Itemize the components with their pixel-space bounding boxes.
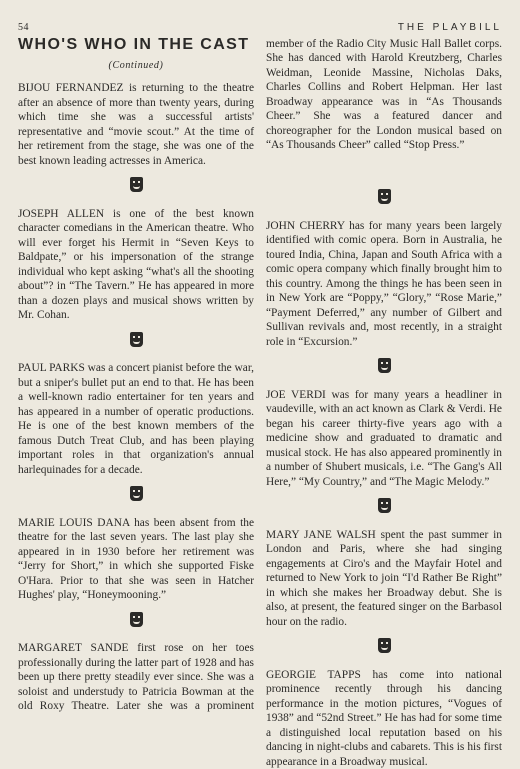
- bio-paragraph: BIJOU FERNANDEZ is returning to the theatre after an absence of more than twenty years, during which time she was a successful artists' representative and “movie scout.” At the time of her retirement from the stage, she was one of the best known leading actresses in America.: [18, 81, 254, 168]
- bio-paragraph: JOHN CHERRY has for many years been largely identified with comic opera. Born in Australia, he toured India, China, Japan and South Africa with a comic opera company which finally brought him to this country. Among the things he has been seen in in New York are “Poppy,” “Glory,” “Rose Marie,” “Payment Deferred,” any number of Gilbert and Sullivan revivals and, most recently, in a straight role in “Excursion.”: [266, 219, 502, 350]
- bio-paragraph: MARY JANE WALSH spent the past summer in London and Paris, where she had singing engagements at Ciro's and the Mayfair Hotel and returned to New York to join “I'd Rather Be Right” in which she makes her Broadway debut. She is also, at present, the featured singer on the Barbasol hour on the radio.: [266, 528, 502, 630]
- article-title: WHO'S WHO IN THE CAST: [18, 38, 254, 53]
- bio-paragraph: MARIE LOUIS DANA has been absent from the theatre for the last seven years. The last play she appeared in in 1930 before her retirement was “Jerry for Short,” in which she supported Fiske O'Hara. Prior to that she was seen in Hatcher Hughes' play, “Honeymooning.”: [18, 516, 254, 603]
- theatre-mask-icon: [130, 612, 143, 627]
- bio-paragraph: MARGARET SANDE first rose on her toes professionally during the latter part of 1928 and has been up there pretty steadily ever since. She was a soloist and understudy to Patricia Bowman at the old Roxy Theatre. Later she was a prominent: [18, 641, 254, 713]
- article-subtitle: (Continued): [18, 59, 254, 74]
- right-column: [266, 36, 502, 769]
- theatre-mask-icon: [378, 638, 391, 653]
- running-head: THE PLAYBILL: [398, 22, 502, 33]
- page-number: 54: [18, 22, 29, 33]
- theatre-mask-icon: [130, 486, 143, 501]
- bio-paragraph: JOSEPH ALLEN is one of the best known character comedians in the American theatre. Who will ever forget his Hermit in “Seven Keys to Baldpate,” or his impersonation of the strange individual who kept asking “what's all the shooting about”? in “The Tavern.” He has appeared in more than a dozen plays and musical shows written by Mr. Cohan.: [18, 207, 254, 323]
- theatre-mask-icon: [378, 498, 391, 513]
- theatre-mask-icon: [130, 177, 143, 192]
- left-column: [18, 36, 254, 713]
- bio-paragraph: GEORGIE TAPPS has come into national prominence recently through his dancing performance in the motion pictures, “Vogues of 1938” and “52nd Street.” He has had for some time a distinguished local reputation based on his dancing in night-clubs and cabarets. This is his first appearance in a Broadway musical.: [266, 668, 502, 769]
- bio-paragraph: JOE VERDI was for many years a headliner in vaudeville, with an act known as Clark & Verdi. He began his career thirty-five years ago with a medicine show and graduated to dramatic and musical stock. He has also appeared prominently in a number of Shubert musicals, i.e. “The Gang's All Here,” “My Country,” and “The Magic Melody.”: [266, 388, 502, 490]
- bio-paragraph-continued: [266, 36, 502, 180]
- bio-paragraph: PAUL PARKS was a concert pianist before the war, but a sniper's bullet put an end to that. He has been a well-known radio entertainer for ten years and has appeared in a number of operatic productions. He is one of the best known members of the famous Dutch Treat Club, and has been playing important roles in that organization's annual harlequinades for a decade.: [18, 361, 254, 477]
- theatre-mask-icon: [378, 189, 391, 204]
- bio-continued-text: member of the Radio City Music Hall Ballet corps. She has danced with Harold Kreutzberg, Charles Weidman, Leonide Massine, Nicholas Daks, Charles Collins and Robert Helpman. Her last Broadway appearance was in “As Thousands Cheer.” She was a featured dancer and choreographer for the London musical based on “As Thousands Cheer” called “Stop Press.”: [266, 36, 502, 153]
- theatre-mask-icon: [378, 358, 391, 373]
- theatre-mask-icon: [130, 332, 143, 347]
